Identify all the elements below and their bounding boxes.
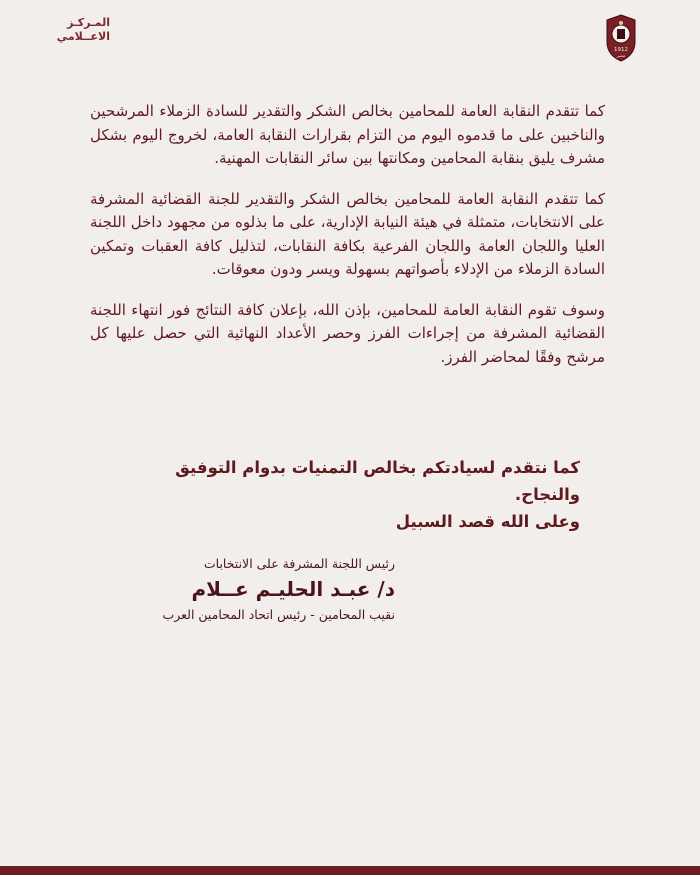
syndicate-emblem-icon <box>604 14 638 62</box>
bottom-accent-bar <box>0 866 700 875</box>
emblem-country: مصر <box>616 54 626 59</box>
closing-wishes: كما نتقدم لسيادتكم بخالص التمنيات بدوام التوفيق والنجاح. <box>175 458 580 504</box>
closing-lines <box>150 454 580 535</box>
emblem-year: 1912 <box>614 47 628 53</box>
paragraph-thanks-judicial-committee: كما تتقدم النقابة العامة للمحامين بخالص الشكر والتقدير للجنة القضائية المشرفة على الانتخابات، متمثلة في هيئة النيابة الإدارية، على ما بذلوه من مجهود داخل اللجنة العليا واللجان العامة واللجان الفرعية بكافة النقابات، لتذليل كافة العقبات وتمكين السادة الزملاء من الإدلاء بأصواتهم بسهولة ويسر ودون معوقات. <box>90 189 605 278</box>
paragraph-results-announcement: وسوف تقوم النقابة العامة للمحامين، بإذن الله، بإعلان كافة النتائج فور انتهاء اللجنة القضائية المشرفة من إجراءات الفرز وحصر الأعداد النهائية التي حصل عليها كل مرشح وفقًا لمحاضر الفرز. <box>90 300 605 366</box>
signature-title: نقيب المحامين - رئيس اتحاد المحامين العرب <box>162 607 395 622</box>
media-center-label-line1: المـركـز <box>67 16 110 29</box>
media-center-label <box>40 16 110 44</box>
signature-role: رئيس اللجنة المشرفة على الانتخابات <box>203 556 395 571</box>
paragraph-thanks-candidates: كما تتقدم النقابة العامة للمحامين بخالص الشكر والتقدير للسادة الزملاء المرشحين والناخبين على ما قدموه اليوم من التزام بقرارات النقابة العامة، لخروج اليوم بشكل مشرف يليق بنقابة المحامين ومكانتها بين سائر النقابات المهنية. <box>90 102 605 167</box>
signature-block <box>90 554 395 626</box>
closing-blessing: وعلى الله قصد السبيل <box>395 512 580 531</box>
media-center-label-line2: الاعــلامي <box>56 30 110 43</box>
statement-body <box>90 100 605 386</box>
signature-name: د/ عبـد الحليـم عــلام <box>191 577 395 601</box>
